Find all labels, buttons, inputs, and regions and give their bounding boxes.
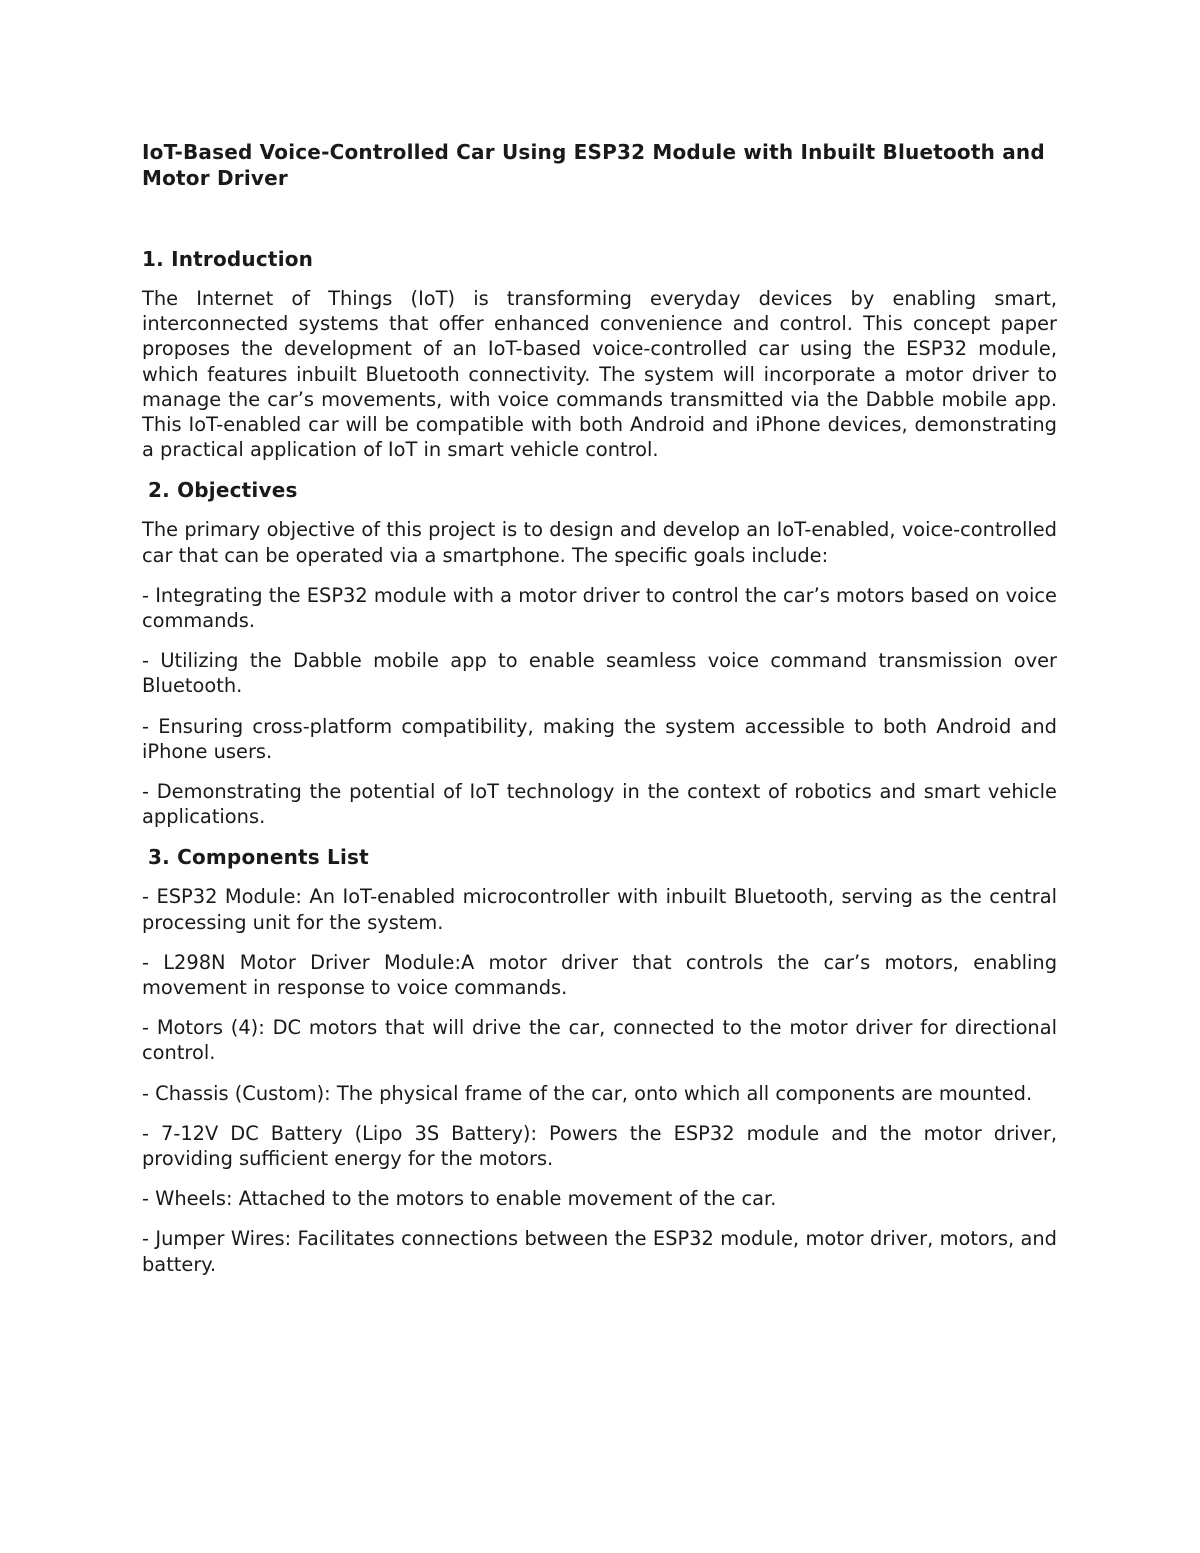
section-components <box>142 844 1057 1276</box>
component-item: - ESP32 Module: An IoT-enabled microcontroller with inbuilt Bluetooth, serving as the central processing unit for the system. <box>142 885 1057 934</box>
objectives-heading: 2. Objectives <box>148 478 298 503</box>
objective-item: - Integrating the ESP32 module with a motor driver to control the car’s motors based on voice commands. <box>142 583 1057 633</box>
component-item: - 7-12V DC Battery (Lipo 3S Battery): Powers the ESP32 module and the motor driver, providing sufficient energy for the motors. <box>142 1121 1057 1171</box>
component-item: - Chassis (Custom): The physical frame of the car, onto which all components are mounted. <box>142 1081 1033 1105</box>
component-item: - Wheels: Attached to the motors to enable movement of the car. <box>142 1187 777 1211</box>
introduction-heading: 1. Introduction <box>142 247 314 271</box>
component-item: - Motors (4): DC motors that will drive the car, connected to the motor driver for directional control. <box>142 1016 1057 1065</box>
introduction-paragraph: The Internet of Things (IoT) is transforming everyday devices by enabling smart, interconnected systems that offer enhanced convenience and control. This concept paper proposes the development of an IoT-based voice-controlled car using the ESP32 module, which features inbuilt Bluetooth connectivity. The system will incorporate a motor driver to manage the car’s movements, with voice commands transmitted via the Dabble mobile app. This IoT-enabled car will be compatible with both Android and iPhone devices, demonstrating a practical application of IoT in smart vehicle control. <box>142 287 1057 462</box>
objective-item: - Utilizing the Dabble mobile app to enable seamless voice command transmission over Bluetooth. <box>142 649 1057 698</box>
objective-item: - Demonstrating the potential of IoT technology in the context of robotics and smart vehicle applications. <box>142 780 1057 829</box>
components-heading: 3. Components List <box>148 845 369 870</box>
component-item: - L298N Motor Driver Module:A motor driver that controls the car’s motors, enabling movement in response to voice commands. <box>142 950 1057 1000</box>
document-title: IoT-Based Voice-Controlled Car Using ESP32 Module with Inbuilt Bluetooth and Motor Driver <box>142 140 1045 190</box>
section-objectives <box>142 477 1057 829</box>
objective-item: - Ensuring cross-platform compatibility, making the system accessible to both Android and iPhone users. <box>142 714 1057 763</box>
component-item: - Jumper Wires: Facilitates connections between the ESP32 module, motor driver, motors, and battery. <box>142 1227 1057 1276</box>
objectives-intro-paragraph: The primary objective of this project is to design and develop an IoT-enabled, voice-controlled car that can be operated via a smartphone. The specific goals include: <box>142 518 1057 567</box>
document-page <box>142 139 1057 1292</box>
section-introduction <box>142 246 1057 462</box>
